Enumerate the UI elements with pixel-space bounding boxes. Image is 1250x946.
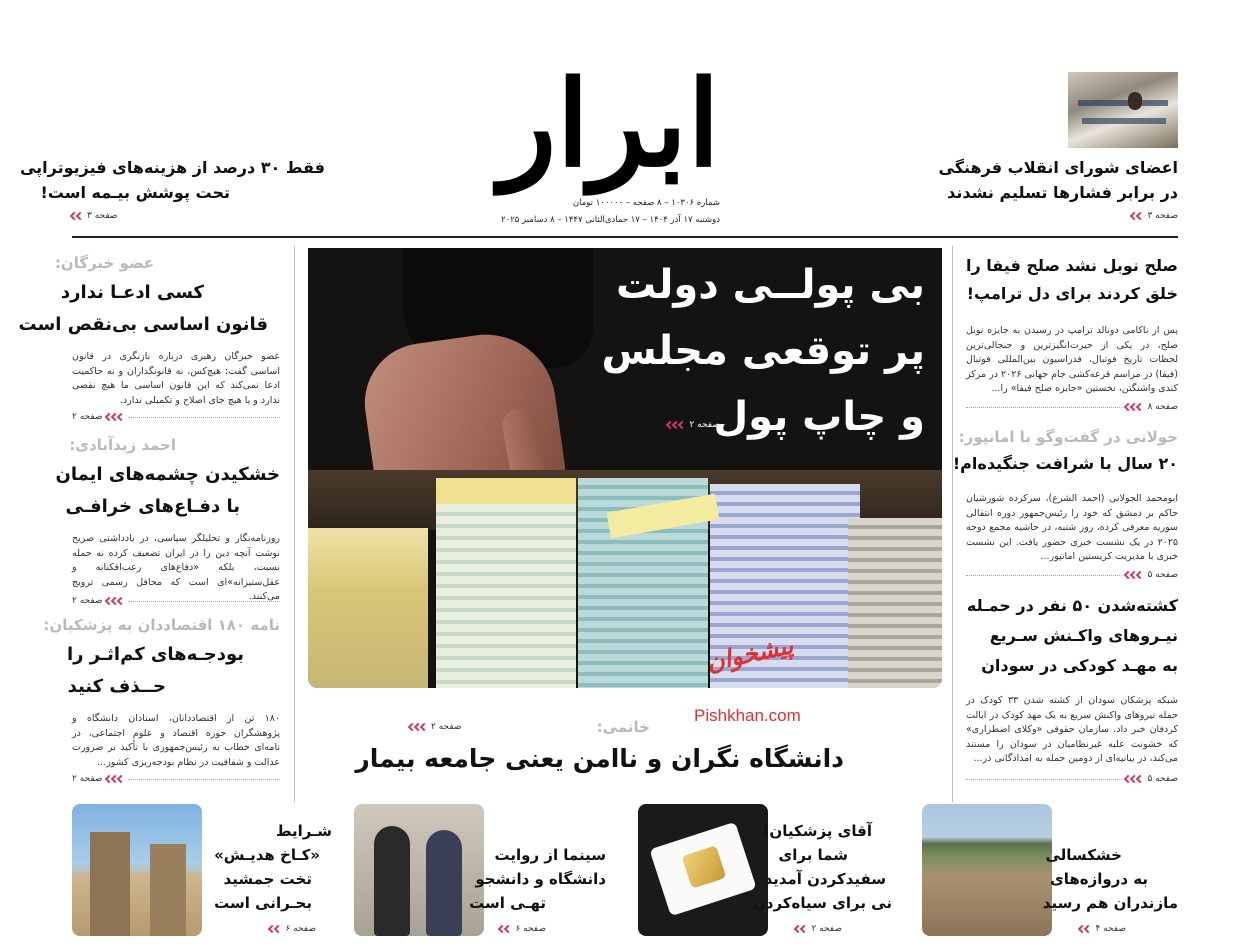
photo-banknotes-gray bbox=[848, 518, 942, 688]
subhead-kicker: خاتمی: bbox=[596, 718, 650, 736]
issue-line: شماره ۱۰۳۰۶ – ۸ صفحه – ۱۰۰۰۰۰ تومان bbox=[572, 198, 720, 208]
bottom-page-ref[interactable] bbox=[1080, 924, 1126, 934]
bottom-title[interactable]: سفیدکردن آمدید bbox=[764, 870, 886, 888]
subhead-page-ref[interactable] bbox=[410, 722, 462, 732]
column-divider bbox=[952, 246, 953, 802]
bottom-title[interactable]: بحـرانی است bbox=[214, 894, 312, 912]
story-kicker: عضو خبرگان: bbox=[54, 254, 154, 272]
page-ref-label: صفحه ۶ bbox=[515, 924, 546, 934]
chevron-left-icon bbox=[1126, 776, 1143, 782]
bottom-photo-students bbox=[354, 804, 484, 936]
bottom-title[interactable]: «کـاخ هدیـش» bbox=[214, 846, 320, 864]
date-line: دوشنبه ۱۷ آذر ۱۴۰۴ – ۱۷ جمادی‌الثانی ۱۴۴۷ – ۸ دسامبر ۲۰۲۵ bbox=[501, 215, 720, 225]
watermark-logo-fa: پیشخوان bbox=[704, 631, 796, 677]
story-kicker: احمد زیدآبادی: bbox=[69, 436, 176, 454]
dotted-leader bbox=[966, 575, 1122, 576]
story-title[interactable]: قانون اساسی بی‌نقص است bbox=[18, 314, 268, 335]
chevron-left-icon bbox=[107, 598, 124, 604]
bottom-photo-simcard bbox=[638, 804, 768, 936]
bottom-title[interactable]: به دروازه‌های bbox=[1049, 870, 1148, 888]
photo-pillar bbox=[90, 832, 130, 936]
dotted-leader bbox=[966, 407, 1122, 408]
story-body: روزنامه‌نگار و تحلیلگر سیاسی، در یادداشتی صریح نوشت آنچه دین را در ایران تضعیف کرده نه حمله نسبت، بلکه «دفاع‌های رعب‌افکنانه و عقل‌ستیزانه‌»ای است که محافل رسمی ترویج می‌کنند. bbox=[72, 533, 280, 602]
dotted-leader bbox=[128, 417, 280, 418]
teaser-right-page-ref[interactable] bbox=[1132, 211, 1178, 221]
story-title[interactable]: خلق کردند برای دل ترامپ! bbox=[966, 284, 1178, 303]
story-page-ref[interactable] bbox=[966, 570, 1178, 580]
page-ref-label: صفحه ۲ bbox=[431, 722, 462, 732]
page-ref-label: صفحه ۳ bbox=[1147, 211, 1178, 221]
story-body: پس از ناکامی دونالد ترامپ در رسیدن به جایزه نوبل صلح، در یکی از حیرت‌انگیزترین و جنجالی‌ترین لحظات تاریخ فوتبال، فدراسیون بین‌المللی فوتبال (فیفا) در مراسم قرعه‌کشی جام جهانی ۲۰۲۶ در مرکز کندی واشنگتن، نخستین «جایزه صلح فیفا» را... bbox=[966, 325, 1179, 394]
teaser-left-title-2[interactable]: تحت پوشش بیـمه است! bbox=[40, 183, 230, 202]
dotted-leader bbox=[128, 779, 280, 780]
bottom-title[interactable]: سینما از روایت bbox=[494, 846, 606, 864]
story-kicker: نامه ۱۸۰ اقتصاددان به پزشکیان: bbox=[43, 616, 280, 634]
photo-person bbox=[426, 830, 462, 936]
dotted-leader bbox=[966, 779, 1122, 780]
page-ref-label: صفحه ۲ bbox=[811, 924, 842, 934]
chevron-left-icon bbox=[270, 926, 281, 932]
story-body: عضو خبرگان رهبری درباره بازنگری در قانون اساسی گفت: هیچ‌کس، نه قانونگذاران و نه حاکمیت ادعا نمی‌کند که این قانون اساسی ما هیچ نقصی ندارد و یا هیچ جای اصلاح و تکمیلی ندارد. bbox=[72, 351, 280, 406]
photo-person bbox=[374, 826, 410, 936]
story-title[interactable]: بودجـه‌های کم‌اثـر را bbox=[67, 644, 244, 665]
bottom-title[interactable]: شـرایط bbox=[275, 822, 332, 840]
story-title[interactable]: کشته‌شدن ۵۰ نفر در حمـله bbox=[966, 596, 1178, 615]
story-title[interactable]: به مهـد کودکی در سودان bbox=[981, 656, 1178, 675]
story-title[interactable]: با دفـاع‌های خرافـی bbox=[65, 496, 240, 517]
chevron-left-icon bbox=[107, 414, 124, 420]
chevron-left-icon bbox=[1132, 213, 1143, 219]
story-page-ref[interactable] bbox=[72, 596, 280, 606]
teaser-right-title-2[interactable]: در برابر فشارها تسلیم نشدند bbox=[947, 183, 1178, 202]
bottom-title[interactable]: نی برای سیاه‌کردن bbox=[752, 894, 892, 912]
teaser-left-title-1[interactable]: فقط ۳۰ درصد از هزینه‌های فیزیوتراپی bbox=[19, 158, 325, 177]
bottom-page-ref[interactable] bbox=[796, 924, 842, 934]
chevron-left-icon bbox=[410, 724, 427, 730]
bottom-title[interactable]: خشکسالی bbox=[1045, 846, 1122, 864]
page-ref-label: صفحه ۴ bbox=[1095, 924, 1126, 934]
story-body: ۱۸۰ تن از اقتصاددانان، استادان دانشگاه و پژوهشگران حوزه اقتصاد و علوم اجتماعی، در نامه‌ای خطاب به رئیس‌جمهوری با تأکید بر ضرورت عدالت و شفافیت در نظام بودجه‌ریزی کشور... bbox=[72, 713, 280, 768]
main-headline-3[interactable]: و چاپ پول bbox=[713, 394, 925, 440]
story-body: شبکه پزشکان سودان از کشته شدن ۳۳ کودک در حمله نیروهای واکنش سریع به یک مهد کودک در ایالت کردفان خبر داد. سازمان حقوقی «وکلای اضطراری» که خشونت علیه غیرنظامیان در سودان را مستند می‌کند، در بیانیه‌ای از دومین حمله به امدادگانی در... bbox=[966, 695, 1178, 764]
masthead-rule bbox=[72, 236, 1178, 238]
chevron-left-icon bbox=[796, 926, 807, 932]
main-headline-2[interactable]: پر توقعی مجلس bbox=[601, 328, 925, 374]
story-kicker: جولانی در گفت‌وگو با امانپور: bbox=[958, 428, 1178, 446]
story-page-ref[interactable] bbox=[966, 774, 1178, 784]
bottom-title[interactable]: مازندران هم رسید bbox=[1042, 894, 1178, 912]
story-title[interactable]: حــذف کنید bbox=[67, 676, 166, 697]
right-column bbox=[952, 248, 1179, 800]
masthead bbox=[440, 54, 740, 232]
story-title[interactable]: کسی ادعـا ندارد bbox=[60, 282, 204, 303]
bottom-photo-persepolis bbox=[72, 804, 202, 936]
main-photo-money bbox=[308, 248, 942, 688]
story-page-ref[interactable] bbox=[72, 774, 280, 784]
page-ref-label: صفحه ۲ bbox=[72, 412, 103, 422]
photo-pillar bbox=[150, 844, 186, 936]
chevron-left-icon bbox=[107, 776, 124, 782]
chevron-left-icon bbox=[72, 213, 83, 219]
story-page-ref[interactable] bbox=[966, 402, 1178, 412]
masthead-logo: ابرار bbox=[499, 54, 720, 193]
page-ref-label: صفحه ۲ bbox=[689, 420, 720, 430]
teaser-left-page-ref[interactable] bbox=[72, 211, 118, 221]
page-ref-label: صفحه ۵ bbox=[1147, 774, 1178, 784]
page-ref-label: صفحه ۳ bbox=[87, 211, 118, 221]
page-ref-label: صفحه ۶ bbox=[285, 924, 316, 934]
story-title[interactable]: ۲۰ سال با شرافت جنگیده‌ام! bbox=[952, 454, 1178, 473]
story-page-ref[interactable] bbox=[72, 412, 280, 422]
teaser-photo-exam bbox=[1068, 72, 1178, 148]
chevron-left-icon bbox=[1126, 572, 1143, 578]
bottom-title[interactable]: تهـی است bbox=[469, 894, 546, 912]
page-ref-label: صفحه ۲ bbox=[72, 774, 103, 784]
main-page-ref[interactable] bbox=[668, 420, 720, 430]
chevron-left-icon bbox=[500, 926, 511, 932]
story-title[interactable]: صلح نوبل نشد صلح فیفا را bbox=[966, 256, 1178, 275]
bottom-page-ref[interactable] bbox=[270, 924, 316, 934]
subhead-title[interactable]: دانشگاه نگران و ناامن یعنی جامعه بیمار bbox=[355, 744, 844, 773]
chevron-left-icon bbox=[1080, 926, 1091, 932]
left-column bbox=[18, 250, 280, 800]
bottom-title[interactable]: تخت جمشید bbox=[223, 870, 312, 888]
chevron-left-icon bbox=[1126, 404, 1143, 410]
photo-banknotes-green bbox=[436, 478, 576, 688]
column-divider bbox=[294, 246, 295, 802]
bottom-title[interactable]: دانشگاه و دانشجو bbox=[475, 870, 606, 888]
teaser-right-title-1[interactable]: اعضای شورای انقلاب فرهنگی bbox=[938, 158, 1178, 177]
bottom-photo-drought bbox=[922, 804, 1052, 936]
photo-banknotes-yellow bbox=[308, 528, 428, 688]
story-title[interactable]: نیـروهای واکـنش سـریع bbox=[989, 626, 1178, 645]
bottom-title[interactable]: شما برای bbox=[778, 846, 848, 864]
page-ref-label: صفحه ۸ bbox=[1147, 402, 1178, 412]
bottom-row bbox=[72, 800, 1178, 940]
story-body: ابومحمد الجولانی (احمد الشرع)، سرکرده شورشیان حاکم بر دمشق که خود را رئیس‌جمهور دوره انتقالی سوریه معرفی کرده، روز شنبه، در حاشیه مجمع دوحه ۲۰۲۵ در یک نشست خبری حضور یافت. این نشست خبری با مدیریت کریستین امانپور... bbox=[966, 493, 1178, 562]
bottom-page-ref[interactable] bbox=[500, 924, 546, 934]
page-ref-label: صفحه ۲ bbox=[72, 596, 103, 606]
chevron-left-icon bbox=[668, 422, 685, 428]
dotted-leader bbox=[128, 601, 280, 602]
story-title[interactable]: خشکیدن چشمه‌های ایمان bbox=[55, 464, 280, 485]
main-headline-1[interactable]: بی پولــی دولت bbox=[615, 262, 925, 308]
watermark-url: Pishkhan.com bbox=[694, 706, 801, 725]
bottom-title[interactable]: آقای پزشکیان! bbox=[762, 822, 872, 840]
page-ref-label: صفحه ۵ bbox=[1147, 570, 1178, 580]
